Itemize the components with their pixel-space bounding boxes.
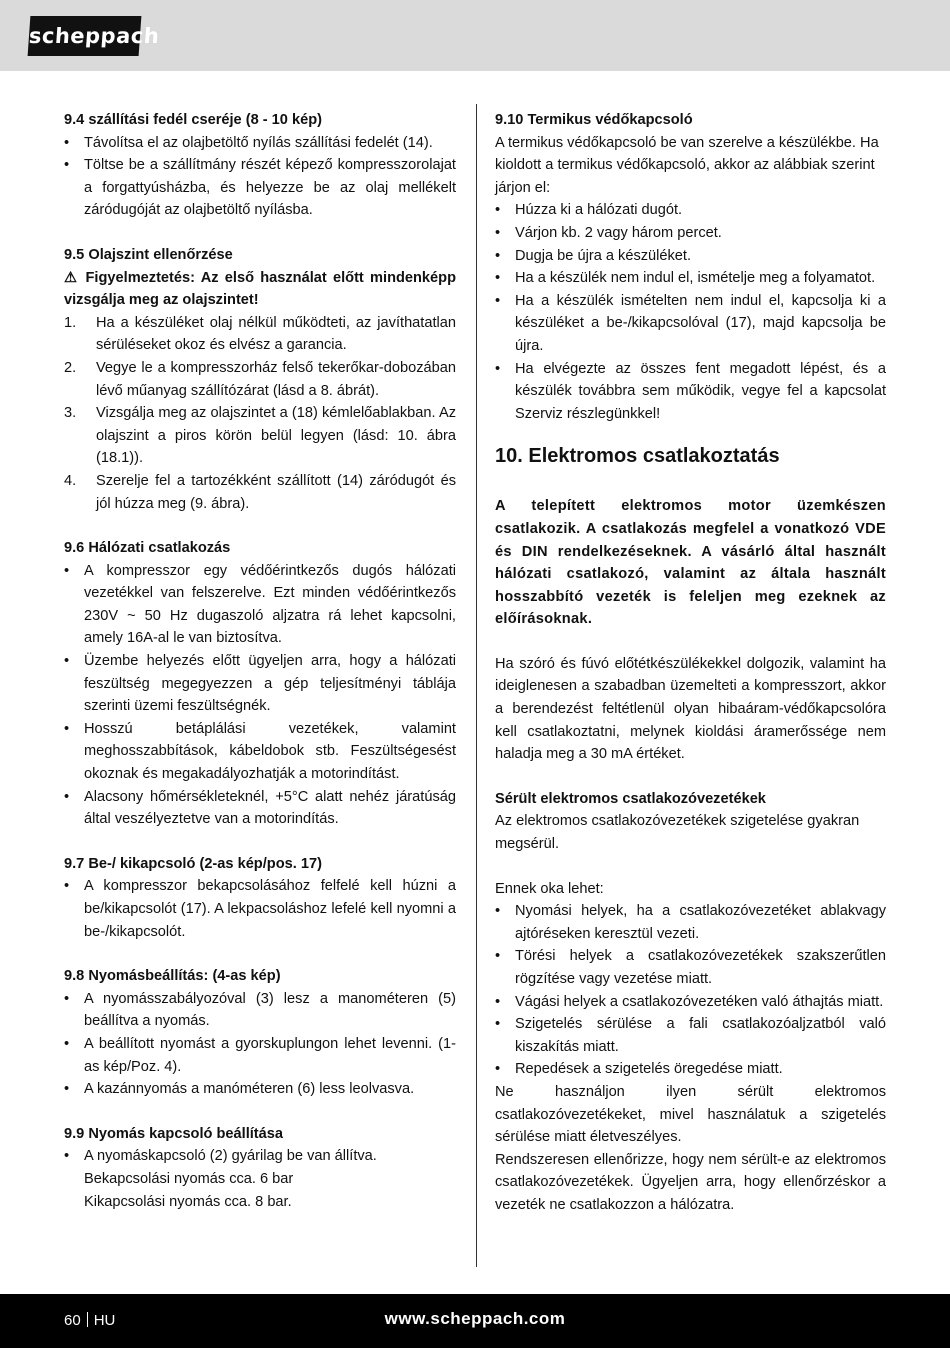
section-title: 9.7 Be-/ kikapcsoló (2-as kép/pos. 17) [64, 855, 322, 872]
section-9-10 [495, 109, 886, 425]
language-code: HU [93, 1312, 116, 1329]
list-item: • Repedések a szigetelés öregedése miatt. [495, 1061, 783, 1078]
page-footer [0, 1294, 950, 1348]
column-divider [476, 104, 477, 1267]
list-item: • A kazánnyomás a manóméteren (6) less leolvasva. [64, 1081, 415, 1098]
section-title: Sérült elektromos csatlakozóvezetékek [495, 790, 766, 807]
list-item: • A kompresszor bekapcsolásához felfelé kell húzni a be/kikapcsolót (17). A lekpacsoláshoz lefelé kell nyomni a be-/kikapcsolót. [64, 878, 456, 940]
list-item: • A beállított nyomást a gyorskuplungon lehet levenni. (1-as kép/Poz. 4). [64, 1035, 456, 1075]
scheppach-logo: scheppach [28, 16, 142, 56]
list-item: • A kompresszor egy védőérintkezős dugós hálózati vezetékkel van felszerelve. Ezt minden védőérintkezős 230V ~ 50 Hz dugaszoló aljzatra rá lehet kapcsolni, amely 16A-al le van biztosítva. [64, 562, 456, 647]
warning-text: ⚠ Figyelmeztetés: Az első használat előtt mindenképp vizsgálja meg az olajszintet! [64, 269, 456, 309]
list-item: • Szigetelés sérülése a fali csatlakozóaljzatból való kiszakítás miatt. [495, 1016, 886, 1055]
section-title: 9.9 Nyomás kapcsoló beállítása [64, 1125, 284, 1142]
page-number-value: 60 [64, 1312, 81, 1329]
list-item: • Üzembe helyezés előtt ügyeljen arra, hogy a hálózati feszültség megegyezzen a gép teljesítményi táblája szerinti üzemi feszültségnék. [64, 653, 456, 715]
list-item: • Vágási helyek a csatlakozóvezetéken való áthajtás miatt. [495, 993, 884, 1010]
list-item: • Töltse be a szállítmány részét képező kompresszorolajat a forgattyúsházba, és helyezze be az olaj mellékelt záródugóját az olajbetöltő nyílásba. [64, 157, 456, 219]
section-title: 9.4 szállítási fedél cseréje (8 - 10 kép) [64, 112, 322, 128]
paragraph: Ha szóró és fúvó előtétkészülékekkel dolgozik, valamint ha ideiglenesen a szabadban üzemelteti a kompresszort, akkor a berendezést feltétlenül olyan hibaáram-védőkapcsolóra kell csatlakoztatni, melynek kioldási áramerőssége nem haladja meg a 30 mA értéket. [495, 655, 886, 763]
list-item: 3. Vizsgálja meg az olajszintet a (18) kémlelőablakban. Az olajszint a piros körön belül legyen (lásd: 10. ábra (18.1)). [64, 405, 456, 467]
chapter-title: 10. Elektromos csatlakoztatás [495, 445, 780, 468]
section-damaged-cables [495, 788, 886, 1217]
section-9-7 [64, 853, 456, 943]
website-url: www.scheppach.com [384, 1309, 566, 1328]
list-item: • A nyomáskapcsoló (2) gyárilag be van állítva. [64, 1148, 377, 1165]
section-9-5 [64, 244, 456, 515]
section-9-8 [64, 965, 456, 1101]
off-pressure-text: Kikapcsolási nyomás cca. 8 bar. [84, 1193, 292, 1210]
list-item: • Ha a készülék nem indul el, ismételje meg a folyamatot. [495, 270, 876, 287]
section-intro: Az elektromos csatlakozóvezetékek szigetelése gyakran megsérül. [495, 813, 860, 853]
list-item: • Ha elvégezte az összes fent megadott lépést, és a készülék továbbra sem működik, vegye fel a kapcsolat Szerviz részlegünkkel! [495, 360, 886, 422]
bold-paragraph: A telepített elektromos motor üzemkészen csatlakozik. A csatlakozás megfelel a vonatkozó VDE és DIN rendelkezéseknek. A vásárló által használt hálózati csatlakozó, valamint az általa használt hosszabbító vezeték is feleljen meg ezeknek az előírásoknak. [495, 498, 886, 628]
list-item: • Nyomási helyek, ha a csatlakozóvezetéket ablakvagy ajtóréseken keresztül vezeti. [495, 903, 886, 942]
page-header [0, 0, 950, 71]
left-column [64, 109, 456, 1235]
list-item: 4. Szerelje fel a tartozékként szállított (14) záródugót és jól húzza meg (9. ábra). [64, 472, 456, 512]
list-item: • Húzza ki a hálózati dugót. [495, 202, 683, 219]
right-column [495, 109, 886, 1217]
paragraph: Rendszeresen ellenőrizze, hogy nem sérült-e az elektromos csatlakozóvezetékek. Ügyeljen arra, hogy ellenőrzéskor a vezeték ne csatlakozzon a hálózatra. [495, 1151, 886, 1213]
list-item: • Hosszú betáplálási vezetékek, valamint meghosszabbítások, kábeldobok stb. Feszültségesést okoznak és megakadályozhatják a motorindítást. [64, 720, 456, 783]
paragraph: Ne használjon ilyen sérült elektromos csatlakozóvezetékeket, mivel használatuk a szigetelés sérülése miatt életveszélyes. [495, 1083, 886, 1146]
on-pressure-text: Bekapcsolási nyomás cca. 6 bar [84, 1170, 294, 1187]
section-title: 9.5 Olajszint ellenőrzése [64, 246, 233, 263]
section-9-4 [64, 109, 456, 222]
section-9-9 [64, 1123, 456, 1213]
list-item: 1. Ha a készüléket olaj nélkül működteti, az javíthatatlan sérüléseket okoz és elvész a garancia. [64, 314, 456, 354]
list-item: • Törési helyek a csatlakozóvezetékek szakszerűtlen rögzítése vagy vezetése miatt. [495, 948, 886, 987]
list-item: • A nyomásszabályozóval (3) lesz a manométeren (5) beállítva a nyomás. [64, 990, 456, 1030]
list-item: • Ha a készülék ismételten nem indul el, kapcsolja ki a készüléket a be-/kikapcsolóval (17), majd kapcsolja be újra. [495, 292, 886, 354]
list-item: • Várjon kb. 2 vagy három percet. [495, 224, 722, 241]
section-title: 9.10 Termikus védőkapcsoló [495, 112, 693, 128]
list-item: 2. Vegye le a kompresszorház felső tekerőkar-dobozában lévő műanyag szállítózárat (lásd a 8. ábrát). [64, 359, 456, 399]
causes-label: Ennek oka lehet: [495, 880, 604, 897]
section-title: 9.6 Hálózati csatlakozás [64, 540, 231, 557]
list-item: • Dugja be újra a készüléket. [495, 247, 692, 264]
section-title: 9.8 Nyomásbeállítás: (4-as kép) [64, 968, 281, 985]
list-item: • Alacsony hőmérsékleteknél, +5°C alatt nehéz járatúság által veszélyeztetve van a motorindítás. [64, 788, 456, 828]
list-item: • Távolítsa el az olajbetöltő nyílás szállítási fedelét (14). [64, 134, 433, 151]
section-9-6 [64, 537, 456, 831]
section-intro: A termikus védőkapcsoló be van szerelve a készülékbe. Ha kioldott a termikus védőkapcsoló, akkor az alábbiak szerint járjon el: [495, 134, 879, 196]
